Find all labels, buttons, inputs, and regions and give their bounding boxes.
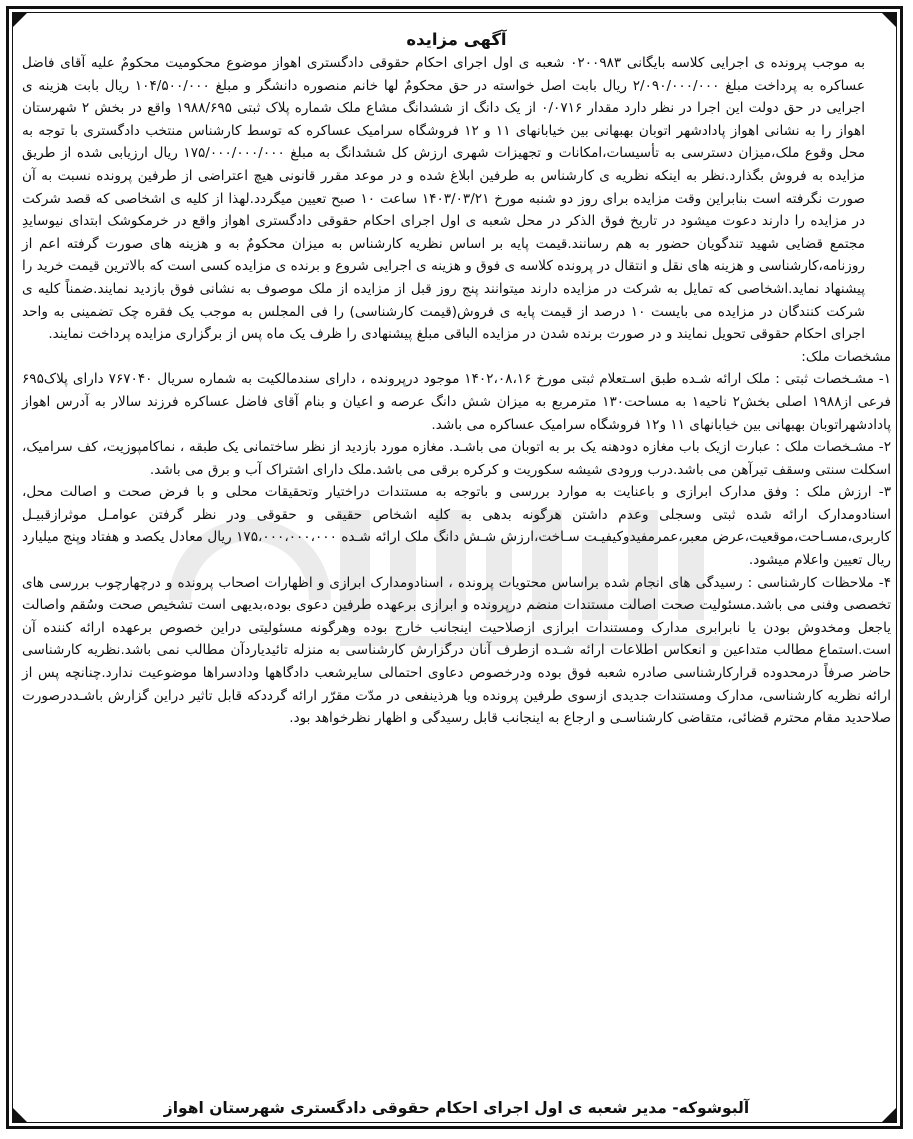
spec-item-expert-notes: ۴- ملاحظات کارشناسی : رسیدگی های انجام شده براساس محتویات پرونده ، اسنادومدارک ابرازی و اظهارات اصحاب پرونده و درچهارچوب بررسی های تخصصی وفنی می باشد.مسئولیت صحت اصالت مستندات منضم درپرونده و ابرازی برعهده طرفین دعوی بوده،بدیهی است تشخیص صحت وسُقم واصالت یاجعل ومخدوش بودن یا نابرابری مدارک ومستندات ابرازی ازصلاحیت اینجانب خارج بوده وهرگونه مسئولیتی دراین خصوص برعهده ارائه کننده آن است.استماع مطالب متداعین و انعکاس اطلاعات ارائه شـده ازطرف آنان درگزارش کارشناسی به منزله تائیدیاردآن مطالب نمی باشد.نظریه کارشناسی حاضر صرفاً درمحدوده قرارکارشناسی صادره شعبه فوق بوده ودرخصوص دعاوی احتمالی سایرشعب دادگاهها ودادسراها موضوعیت ندارد.چنانچه پس از ارائه نظریه کارشناسی، مدارک ومستندات جدیدی ازسوی طرفین پرونده ویا هرذینفعی در مدّت مقرّر ارائه گرددکه قابل تاثیر دراین گزارش باشـددرصورت صلاحدید مقام محترم قضائی، متقاضی کارشناسـی و ارجاع به اینجانب قابل رسیدگی و اظهار نظرخواهد بود. (22, 574, 891, 727)
spec-item-registration: ۱- مشـخصات ثبتی : ملک ارائه شـده طبق اسـتعلام ثبتی مورخ ۱۴۰۲،۰۸،۱۶ موجود درپرونده ، دارای سندمالکیت به شماره سریال ۷۶۷۰۴۰ دارای پلاک۶۹۵ فرعی از۱۹۸۸ اصلی بخش۲ ناحیه۱ به مساحت۱۳۰ مترمربع به میزان شش دانگ عرصه و اعیان و بنام آقای فاضل عساکره فرزند سالار به آدرس اهواز پادادشهراتوبان بهبهانی بین خیابانهای ۱۱ و۱۲ فروشگاه سرامیک عساکره می باشد. (22, 371, 892, 433)
spec-item-value: ۳- ارزش ملک : وفق مدارک ابرازی و باعنایت به موارد بررسی و باتوجه به مستندات دراختیار وتحقیقات محلی و با فرض صحت و اصالت محل، اسنادومدارک ارائه شده ثبتی وسجلی وعدم داشتن هرگونه بدهی به کلیه اشخاص حقیقی و حقوقی ودر نظر گرفتن عوامـل موثرازقبیـل کاربری،مسـاحت،موقعیت،عرض معبر،عمرمفیدوکیفیـت سـاخت،ارزش شـش دانگ ملک ارائه شـده ۱۷۵،۰۰۰،۰۰۰،۰۰۰ ریال معادل یکصد و هفتاد وپنج میلیارد ریال تعیین واعلام میشود. (22, 484, 891, 569)
signature-line: آلبوشوکه- مدیر شعبه ی اول اجرای احکام حقوقی دادگستری شهرستان اهواز (163, 1099, 750, 1117)
notice-body (22, 28, 891, 1126)
notice-title: آگهی مزایده (406, 30, 507, 49)
spec-item-property: ۲- مشـخصات ملک : عبارت ازیک باب مغازه دودهنه یک بر به اتوبان می باشـد. مغازه مورد بازدید از نظر ساختمانی یک طبقه ، نماکامپوزیت، کف سرامیک، اسکلت سنتی وسقف تیرآهن می باشد.درب ورودی شیشه سکوریت و کرکره برقی می باشد.ملک دارای اشتراک آب و برق می باشد. (22, 439, 891, 478)
notice-intro-paragraph: به موجب پرونده ی اجرایی کلاسه بایگانی ۰۲۰۰۹۸۳ شعبه ی اول اجرای احکام حقوقی دادگستری اهواز موضوع محکومیت محکومٌ علیه آقای فاضل عساکره به پرداخت مبلغ ۲/۰۹۰/۰۰۰/۰۰۰ ریال بابت اصل خواسته در حق محکومٌ لها خانم منصوره دانشگر و مبلغ ۱۰۴/۵۰۰/۰۰۰ ریال بابت هزینه ی اجرایی در حق دولت این اجرا در نظر دارد مقدار ۰/۰۷۱۶ از یک دانگ از ششدانگ مشاع ملک شماره پلاک ثبتی ۱۹۸۸/۶۹۵ واقع در بخش ۲ شهرستان اهواز را به نشانی اهواز پادادشهر اتوبان بهبهانی بین خیابانهای ۱۱ و ۱۲ فروشگاه سرامیک عساکره که توسط کارشناس منتخب دادگستری با توجه به محل وقوع ملک،میزان دسترسی به تأسیسات،امکانات و تجهیزات شهری ارزش کل ششدانگ به مبلغ ۱۷۵/۰۰۰/۰۰۰/۰۰۰ ریال ارزیابی شده از طریق مزایده به فروش بگذارد.نظر به اینکه نظریه ی کارشناس به طرفین ابلاغ شده و در موعد مقرر قانونی هیچ اعتراضی از طرفین پرونده نسبت به آن صورت نگرفته است بنابراین وقت مزایده برای روز دو شنبه مورخ ۱۴۰۳/۰۳/۲۱ ساعت ۱۰ صبح تعیین میگردد.لهذا از کلیه ی اشخاصی که قصد شرکت در مزایده را دارند دعوت میشود در تاریخ فوق الذکر در محل شعبه ی اول اجرای احکام حقوقی دادگستری اهواز واقع در خرمکوشک ابتدای نیوسایدِ مجتمع قضایی شهید تندگویان حضور به هم رسانند.قیمت پایه بر اساس نظریه کارشناس به میزان محکومٌ به و هزینه های صورت گرفته اعم از روزنامه،کارشناسی و هزینه های نقل و انتقال در پرونده کلاسه ی فوق و هزینه ی اجرایی شروع و برنده ی مزایده کسی است که بالاترین قیمت خرید را پیشنهاد نماید.اشخاصی که تمایل به شرکت در مزایده دارند میتوانند پنج روز قبل از مزایده از ملک موصوف به نشانی فوق بازدید نمایند.ضمناً کلیه ی شرکت کنندگان در مزایده می بایست ۱۰ درصد از قیمت پایه ی فروش(قیمت کارشناسی) را فی المجلس به موجب یک فقره چک تضمینی به واحد اجرای احکام حقوقی تحویل نمایند و در صورت برنده شدن در مزایده الباقی مبلغ پیشنهادی را ظرف یک ماه پس از برگزاری مزایده پرداخت نمایند. (22, 55, 866, 343)
property-specs-heading: مشخصات ملک: (801, 348, 891, 365)
